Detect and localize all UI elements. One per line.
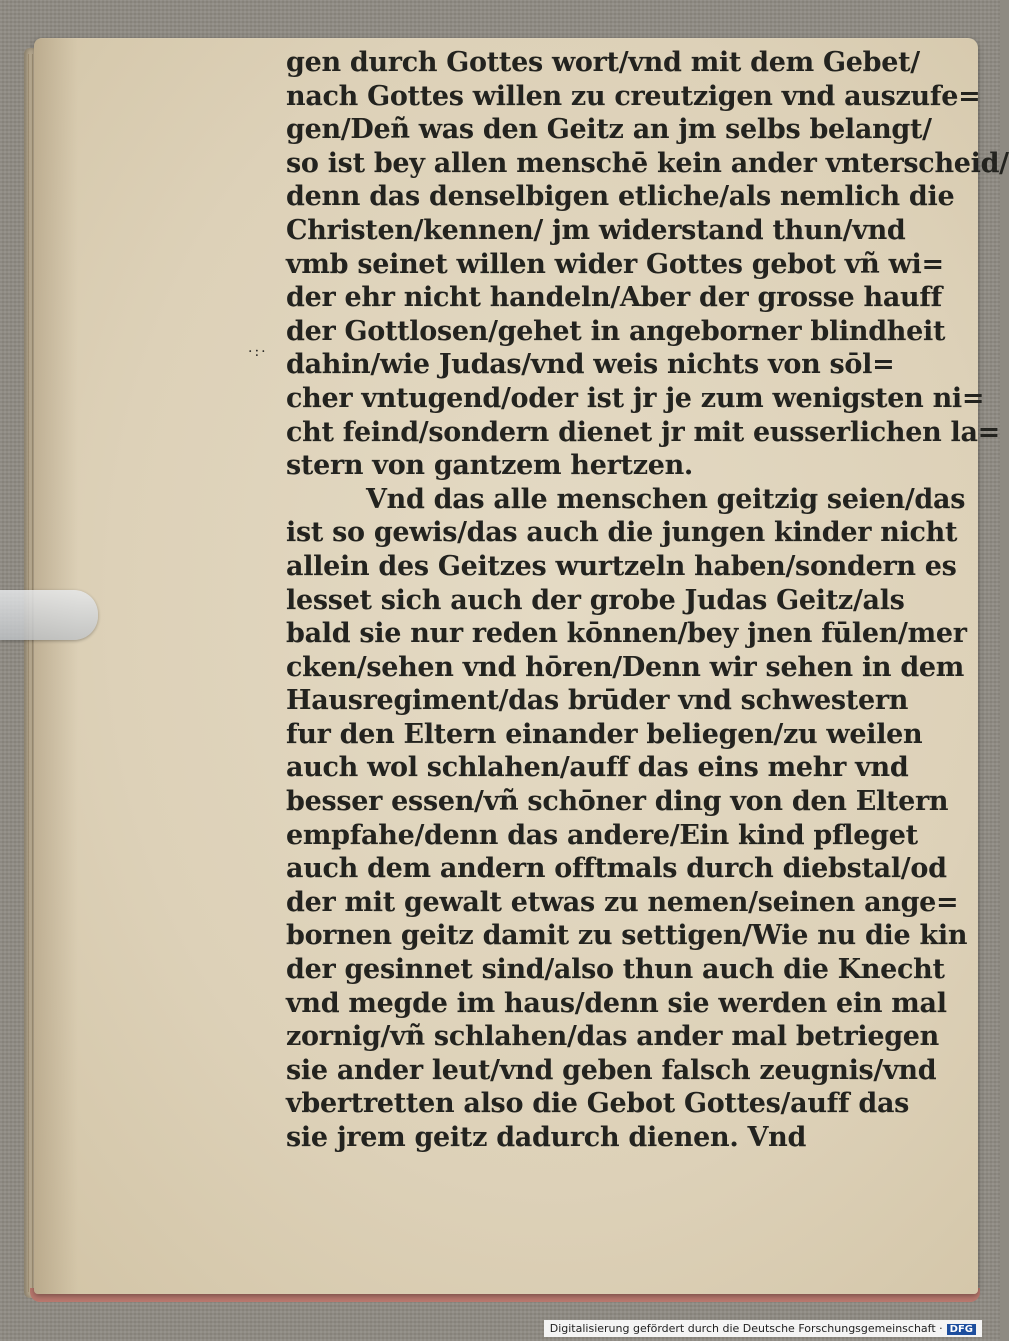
text-line: bald sie nur reden kōnnen/bey jnen fūlen/mer [286,618,967,650]
page-text-block [286,46,1009,1155]
text-line: denn das denselbigen etliche/als nemlich die [286,181,955,213]
text-line: vnd megde im haus/denn sie werden ein mal [286,987,947,1019]
page-clip [0,590,98,640]
text-line: auch wol schlahen/auff das eins mehr vnd [286,752,909,784]
text-line: cher vntugend/oder ist jr je zum wenigsten ni= [286,382,985,414]
text-line: Christen/kennen/ jm widerstand thun/vnd [286,214,906,246]
text-line: fur den Eltern einander beliegen/zu weilen [286,718,923,750]
text-line: der gesinnet sind/also thun auch die Knecht [286,954,945,986]
text-line: allein des Geitzes wurtzeln haben/sondern es [286,550,957,582]
text-line: vbertretten also die Gebot Gottes/auff das [286,1088,910,1120]
text-line: auch dem andern offtmals durch diebstal/od [286,853,947,885]
text-line: so ist bey allen menschē kein ander vnterscheid/ [286,147,1009,179]
text-line: lesset sich auch der grobe Judas Geitz/als [286,584,905,616]
text-line: empfahe/denn das andere/Ein kind pfleget [286,819,918,851]
text-line: Hausregiment/das brūder vnd schwestern [286,685,909,717]
text-line: ist so gewis/das auch die jungen kinder nicht [286,517,958,549]
text-line: vmb seinet willen wider Gottes gebot vñ wi= [286,248,944,280]
text-line: gen/Deñ was den Geitz an jm selbs belangt/ [286,114,932,146]
text-line: dahin/wie Judas/vnd weis nichts von sōl= [286,349,895,381]
text-line: cht feind/sondern dienet jr mit eusserlichen la= [286,416,1000,448]
text-line: Vnd das alle menschen geitzig seien/das [366,483,966,515]
text-line: zornig/vñ schlahen/das ander mal betriegen [286,1021,940,1053]
text-line: nach Gottes willen zu creutzigen vnd auszufe= [286,80,981,112]
digitization-credit [544,1320,982,1337]
text-line: der mit gewalt etwas zu nemen/seinen ange= [286,886,959,918]
text-line: der ehr nicht handeln/Aber der grosse hauff [286,282,942,314]
text-line: sie ander leut/vnd geben falsch zeugnis/vnd [286,1054,937,1086]
margin-mark: ·:· [248,344,268,360]
text-line: bornen geitz damit zu settigen/Wie nu die kin [286,920,968,952]
credit-text: Digitalisierung gefördert durch die Deutsche Forschungsgemeinschaft · [549,1322,943,1335]
text-line: cken/sehen vnd hōren/Denn wir sehen in dem [286,651,965,683]
text-line: sie jrem geitz dadurch dienen. Vnd [286,1122,807,1153]
text-line: stern von gantzem hertzen. [286,450,694,482]
text-line: gen durch Gottes wort/vnd mit dem Gebet/ [286,47,920,78]
text-line: der Gottlosen/gehet in angeborner blindheit [286,315,946,347]
dfg-logo: DFG [947,1324,976,1335]
text-line: besser essen/vñ schōner ding von den Eltern [286,786,949,818]
